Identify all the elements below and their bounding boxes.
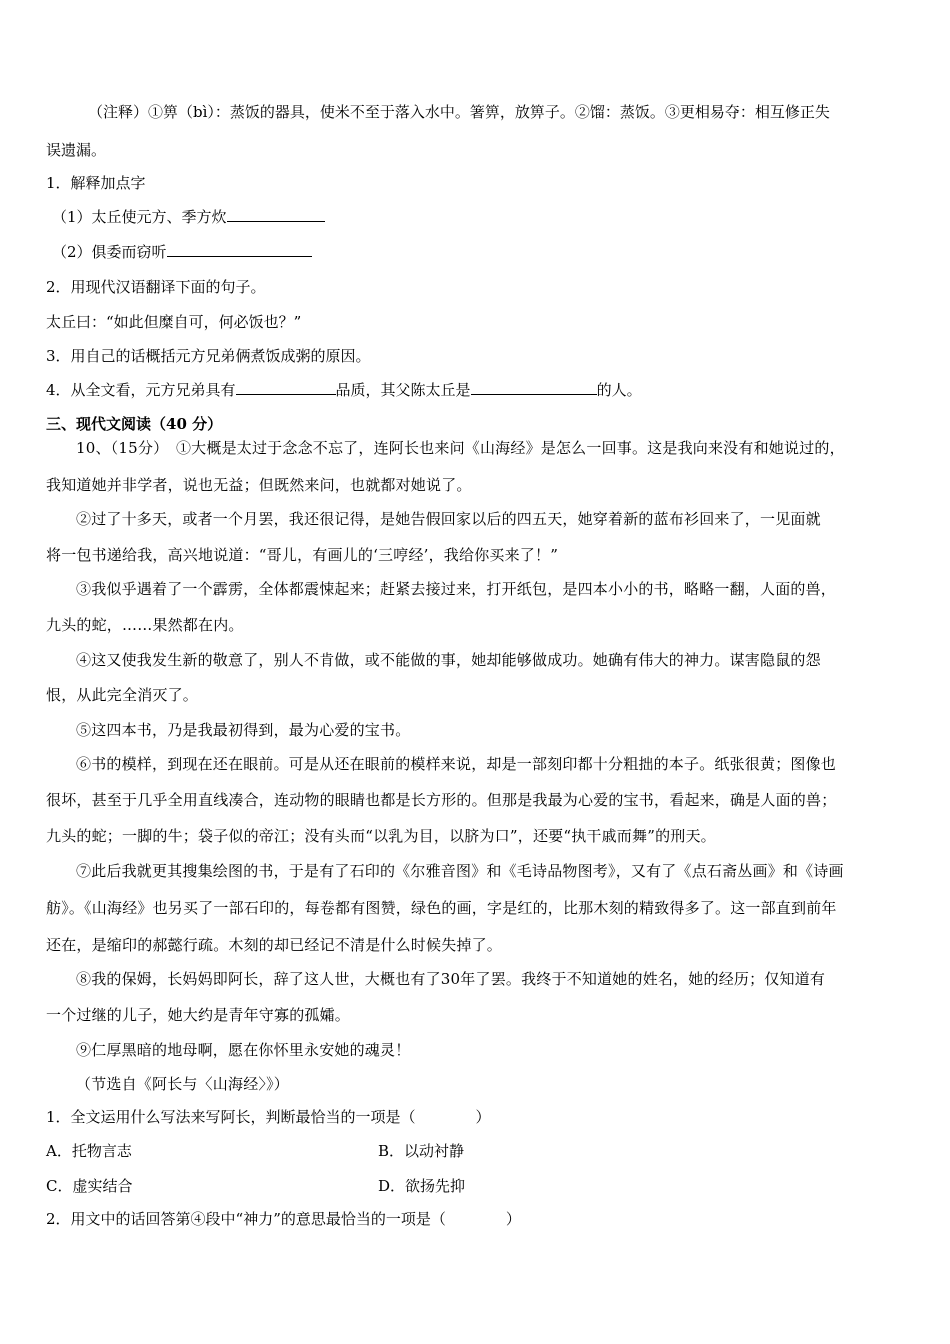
question-1-1 <box>52 206 325 228</box>
paragraph-7-line-3: 还在，是缩印的郝懿行疏。木刻的却已经记不清是什么时候失掉了。 <box>46 936 503 954</box>
paragraph-8-line-1: ⑧我的保姆，长妈妈即阿长，辞了这人世，大概也有了30年了罢。我终于不知道她的姓名，她的经历；仅知道有 <box>76 970 826 988</box>
section-heading: 三、现代文阅读（40 分） <box>46 415 223 433</box>
question-3: 3．用自己的话概括元方兄弟俩煮饭成粥的原因。 <box>46 347 371 365</box>
question-1-2-text: （2）俱委而窃听 <box>52 243 167 261</box>
answer-blank[interactable] <box>471 379 597 395</box>
paragraph-7-line-1: ⑦此后我就更其搜集绘图的书，于是有了石印的《尔雅音图》和《毛诗品物图考》，又有了《点石斋丛画》和《诗画 <box>76 862 844 880</box>
question-2: 2．用文中的话回答第④段中“神力”的意思最恰当的一项是（ ） <box>46 1210 521 1228</box>
note-line-2: 误遗漏。 <box>46 141 107 159</box>
question-1: 1．解释加点字 <box>46 174 146 192</box>
option-c[interactable]: C．虚实结合 <box>46 1177 133 1195</box>
paragraph-6-line-3: 九头的蛇；一脚的牛；袋子似的帝江；没有头而“以乳为目，以脐为口”，还要“执干戚而舞”的刑天。 <box>46 827 716 845</box>
note-line-1: （注释）①箅（bì）：蒸饭的器具，使米不至于落入水中。箸箅，放箅子。②馏：蒸饭。③更相易夺：相互修正失 <box>88 103 830 121</box>
option-d[interactable]: D．欲扬先抑 <box>378 1177 466 1195</box>
option-a[interactable]: A．托物言志 <box>46 1142 132 1160</box>
question-1-1-text: （1）太丘使元方、季方炊 <box>52 208 227 226</box>
question-4-text-a: 4．从全文看，元方兄弟具有 <box>46 381 236 399</box>
paragraph-1-line-1: 10、（15分） ①大概是太过于念念不忘了，连阿长也来问《山海经》是怎么一回事。这是我向来没有和她说过的， <box>76 439 845 457</box>
question-1: 1．全文运用什么写法来写阿长，判断最恰当的一项是（ ） <box>46 1108 491 1126</box>
answer-blank[interactable] <box>236 379 336 395</box>
paragraph-4-line-1: ④这又使我发生新的敬意了，别人不肯做，或不能做的事，她却能够做成功。她确有伟大的神力。谋害隐鼠的怨 <box>76 651 821 669</box>
paragraph-2-line-1: ②过了十多天，或者一个月罢，我还很记得，是她告假回家以后的四五天，她穿着新的蓝布衫回来了，一见面就 <box>76 510 821 528</box>
paragraph-6-line-1: ⑥书的模样，到现在还在眼前。可是从还在眼前的模样来说，却是一部刻印都十分粗拙的本子。纸张很黄；图像也 <box>76 755 837 773</box>
question-4-text-c: 的人。 <box>596 381 642 399</box>
source-citation: （节选自《阿长与〈山海经〉》） <box>76 1075 290 1093</box>
option-b[interactable]: B．以动衬静 <box>378 1142 465 1160</box>
paragraph-2-line-2: 将一包书递给我，高兴地说道：“哥儿，有画儿的‘三哼经’，我给你买来了！” <box>46 546 559 564</box>
paragraph-4-line-2: 恨，从此完全消灭了。 <box>46 686 199 704</box>
paragraph-5-line-1: ⑤这四本书，乃是我最初得到，最为心爱的宝书。 <box>76 721 411 739</box>
paragraph-3-line-2: 九头的蛇，……果然都在内。 <box>46 616 244 634</box>
question-1-2 <box>52 241 312 263</box>
paragraph-8-line-2: 一个过继的儿子，她大约是青年守寡的孤孀。 <box>46 1006 351 1024</box>
answer-blank[interactable] <box>167 241 312 257</box>
paragraph-1-line-2: 我知道她并非学者，说也无益；但既然来问，也就都对她说了。 <box>46 476 472 494</box>
paragraph-7-line-2: 舫》。《山海经》也另买了一部石印的，每卷都有图赞，绿色的画，字是红的，比那木刻的精致得多了。这一部直到前年 <box>46 899 837 917</box>
paragraph-6-line-2: 很坏，甚至于几乎全用直线凑合，连动物的眼睛也都是长方形的。但那是我最为心爱的宝书，看起来，确是人面的兽； <box>46 791 837 809</box>
paragraph-3-line-1: ③我似乎遇着了一个霹雳，全体都震悚起来；赶紧去接过来，打开纸包，是四本小小的书，略略一翻，人面的兽， <box>76 580 837 598</box>
question-4 <box>46 379 642 401</box>
question-4-text-b: 品质，其父陈太丘是 <box>335 381 471 399</box>
answer-blank[interactable] <box>227 206 325 222</box>
question-2-sentence: 太丘曰：“如此但糜自可，何必饭也？” <box>46 313 302 331</box>
question-2: 2．用现代汉语翻译下面的句子。 <box>46 278 266 296</box>
paragraph-9-line-1: ⑨仁厚黑暗的地母啊，愿在你怀里永安她的魂灵！ <box>76 1041 411 1059</box>
